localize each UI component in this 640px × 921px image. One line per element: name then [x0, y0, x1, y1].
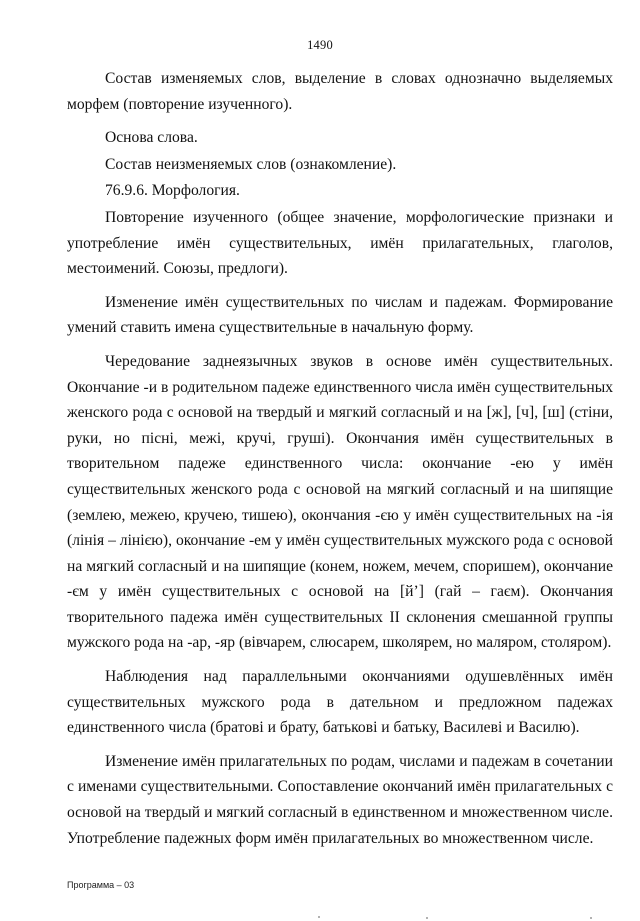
body-text — [67, 66, 613, 859]
footer-program-code: Программа – 03 — [67, 880, 135, 890]
paragraph-adjective-inflection: Изменение имён прилагательных по родам, числами и падежам в сочетании с именами существительными. Сопоставление окончаний имён прилагательных с основой на твердый и мягкий согласный в единственном и множественном числе. Употребление падежных форм имён прилагательных во множественном числе. — [67, 752, 613, 847]
paragraph-noun-inflection: Изменение имён существительных по числам и падежам. Формирование умений ставить имена существительные в начальную форму. — [67, 293, 613, 337]
scan-speck — [318, 916, 320, 918]
scan-speck — [426, 917, 428, 919]
paragraph-noun-endings: Чередование заднеязычных звуков в основе имён существительных. Окончание -и в родительном падеже единственного числа имён существительных женского рода с основой на твердый и мягкий согласный и на [ж], [ч], [ш] (стіни, руки, но пісні, межі, кручі, груші). Окончания имён существительных в творительном падеже единственного числа: окончание -ею у имён существительных женского рода с основой на мягкий согласный и на шипящие (землею, межею, кручею, тишею), окончания -єю у имён существительных на -ія (лінія – лінією), окончание -ем у имён существительных мужского рода с основой на мягкий согласный и на шипящие (конем, ножем, мечем, споришем), окончание -єм у имён существительных с основой на [й’] (гай – гаєм). Окончания творительного падежа имён существительных II склонения смешанной группы мужского рода на -ар, -яр (вівчарем, слюсарем, школярем, но маляром, столяром). — [67, 352, 613, 652]
paragraph-word-composition: Состав изменяемых слов, выделение в словах однозначно выделяемых морфем (повторение изученного). — [67, 70, 613, 113]
paragraph-invariable-words: Состав неизменяемых слов (ознакомление). — [105, 155, 397, 173]
paragraph-review: Повторение изученного (общее значение, морфологические признаки и употребление имён существительных, имён прилагательных, глаголов, местоимений. Союзы, предлоги). — [67, 208, 613, 278]
page-number: 1490 — [307, 38, 333, 52]
paragraph-parallel-endings: Наблюдения над параллельными окончаниями одушевлённых имён существительных мужского рода в дательном и предложном падежах единственного числа (братові и брату, батькові и батьку, Василеві и Василю). — [67, 668, 613, 737]
scan-speck — [590, 917, 592, 919]
paragraph-word-stem: Основа слова. — [105, 129, 198, 147]
section-heading-morphology: 76.9.6. Морфология. — [105, 182, 240, 200]
